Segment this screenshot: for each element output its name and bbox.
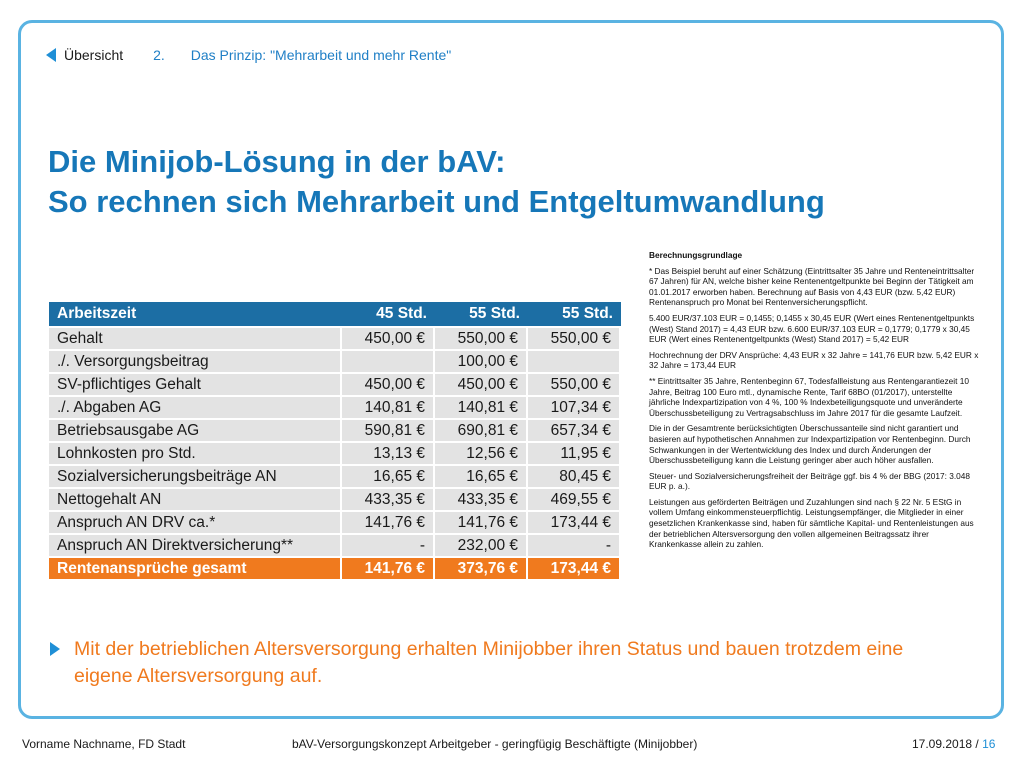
row-value: 16,65 €: [435, 466, 528, 487]
section-crumb: [153, 47, 451, 63]
row-label: Nettogehalt AN: [49, 489, 342, 510]
note-paragraph: ** Eintrittsalter 35 Jahre, Rentenbeginn 67, Todesfallleistung aus Rentengarantiezeit 10 Jahre, Beitrag 100 Euro mtl., dynamische Rente, Tarif 68BO (01/2017), unterstellte jährliche Indexpartizipation von 4 %, 100 % Indexbeteiligungsquote und unveränderte Überschussbeteiligung zu Vertragsabschluss im Jahre 2017 für die gesamte Laufzeit.: [649, 375, 969, 418]
row-label: Sozialversicherungsbeiträge AN: [49, 466, 342, 487]
row-value: 140,81 €: [435, 397, 528, 418]
key-message-text: Mit der betrieblichen Altersversorgung erhalten Minijobber ihren Status und bauen trotzdem eine eigene Altersversorgung auf.: [74, 638, 904, 687]
note-paragraph: Die in der Gesamtrente berücksichtigten Überschussanteile sind nicht garantiert und basieren auf hypothetischen Annahmen zur Indexpartizipation vor Rentenbeginn. Durch Schwankungen in der Wertentwicklung des Index und durch Änderungen der Überschussbeteiligung kann die Leistung geringer aber auch höher ausfallen.: [649, 423, 971, 466]
footer-date-page: [912, 737, 995, 751]
row-value: 107,34 €: [528, 397, 621, 418]
header-cell: 55 Std.: [435, 302, 528, 326]
note-paragraph: 5.400 EUR/37.103 EUR = 0,1455; 0,1455 x 30,45 EUR (Wert eines Rentenentgeltpunkts (West) Stand 2017) = 4,43 EUR bzw. 6.600 EUR/37.103 EUR = 0,1779; 0,1779 x 30,45 EUR (Wert eines Rentenentgeltpunkts (West) Stand 2017) = 5,42 EUR: [649, 312, 975, 345]
row-label: Anspruch AN DRV ca.*: [49, 512, 342, 533]
row-value: 141,76 €: [342, 512, 435, 533]
section-title: Das Prinzip: "Mehrarbeit und mehr Rente": [190, 47, 452, 63]
row-label: Betriebsausgabe AG: [49, 420, 342, 441]
row-value: [528, 351, 621, 372]
comparison-table: [49, 300, 621, 581]
row-value: 140,81 €: [342, 397, 435, 418]
footer-author: Vorname Nachname, FD Stadt: [22, 737, 186, 751]
table-header-row: [49, 302, 621, 326]
note-paragraph: Leistungen aus geförderten Beiträgen und Zuzahlungen sind nach § 22 Nr. 5 EStG in vollem Umfang einkommensteuerpflichtig. Leistungsempfänger, die Mitglieder in einer gesetzlichen Krankenkasse sind, haben für sämtliche Kapital- und Rentenleistungen aus der betrieblichen Altersversorgung den vollen allgemeinen Beitragssatz ihrer Krankenkasse allein zu zahlen.: [649, 496, 974, 550]
table-row: [49, 466, 621, 487]
calculation-notes: [649, 250, 979, 555]
row-value: 690,81 €: [435, 420, 528, 441]
title-line-1: Die Minijob-Lösung in der bAV:: [48, 144, 506, 179]
row-value: 590,81 €: [342, 420, 435, 441]
row-value: 550,00 €: [435, 328, 528, 349]
row-value: 100,00 €: [435, 351, 528, 372]
notes-heading: Berechnungsgrundlage: [649, 250, 743, 260]
note-paragraph: * Das Beispiel beruht auf einer Schätzung (Eintrittsalter 35 Jahre und Renteneintrittsalter 67 Jahren) für AN, welche bisher keine Rentenentgeltpunkte bei Beginn der Tätigkeit am 01.01.2017 erworben haben. Berechnung auf Basis von 4,43 EUR (bzw. 5,42 EUR) Rentenanspruch pro Monat bei Rentenversicherungspflicht.: [649, 265, 975, 308]
note-paragraph: Hochrechnung der DRV Ansprüche: 4,43 EUR x 32 Jahre = 141,76 EUR bzw. 5,42 EUR x 32 Jahre = 173,44 EUR: [649, 349, 979, 371]
row-value: 450,00 €: [342, 328, 435, 349]
breadcrumb: [46, 47, 451, 63]
overview-link[interactable]: Übersicht: [64, 47, 124, 63]
table-row: [49, 489, 621, 510]
row-value: 550,00 €: [528, 374, 621, 395]
row-label: Lohnkosten pro Std.: [49, 443, 342, 464]
row-value: 141,76 €: [435, 512, 528, 533]
table-row: [49, 535, 621, 556]
footer-date: 17.09.2018 /: [912, 737, 979, 751]
row-value: -: [342, 535, 435, 556]
row-value: 80,45 €: [528, 466, 621, 487]
header-cell: 45 Std.: [342, 302, 435, 326]
note-paragraph: Steuer- und Sozialversicherungsfreiheit der Beiträge ggf. bis 4 % der BBG (2017: 3.048 EUR p. a.).: [649, 470, 970, 492]
row-value: 450,00 €: [342, 374, 435, 395]
page-number: 16: [982, 737, 996, 751]
row-value: 469,55 €: [528, 489, 621, 510]
row-value: 232,00 €: [435, 535, 528, 556]
table-row: [49, 512, 621, 533]
row-value: 11,95 €: [528, 443, 621, 464]
row-value: 550,00 €: [528, 328, 621, 349]
triangle-right-icon: [50, 642, 60, 656]
row-value: 433,35 €: [435, 489, 528, 510]
row-value: [342, 351, 435, 372]
triangle-left-icon[interactable]: [46, 48, 56, 62]
row-label: Rentenansprüche gesamt: [49, 558, 342, 579]
table-row: [49, 443, 621, 464]
section-number: 2.: [153, 47, 165, 63]
row-value: -: [528, 535, 621, 556]
row-label: Anspruch AN Direktversicherung**: [49, 535, 342, 556]
row-value: 173,44 €: [528, 558, 621, 579]
row-value: 657,34 €: [528, 420, 621, 441]
title-line-2: So rechnen sich Mehrarbeit und Entgeltumwandlung: [48, 184, 825, 219]
row-value: 16,65 €: [342, 466, 435, 487]
table-row: [49, 397, 621, 418]
row-value: 373,76 €: [435, 558, 528, 579]
row-label: ./. Abgaben AG: [49, 397, 342, 418]
table-row: [49, 420, 621, 441]
table-row: [49, 374, 621, 395]
header-cell: 55 Std.: [528, 302, 621, 326]
row-label: Gehalt: [49, 328, 342, 349]
row-value: 141,76 €: [342, 558, 435, 579]
row-value: 433,35 €: [342, 489, 435, 510]
table-row: [49, 351, 621, 372]
table-total-row: [49, 558, 621, 579]
table-row: [49, 328, 621, 349]
page-title: [48, 142, 825, 222]
row-value: 450,00 €: [435, 374, 528, 395]
footer-title: bAV-Versorgungskonzept Arbeitgeber - geringfügig Beschäftigte (Minijobber): [292, 737, 698, 751]
header-cell: Arbeitszeit: [49, 302, 342, 326]
row-label: SV-pflichtiges Gehalt: [49, 374, 342, 395]
row-value: 173,44 €: [528, 512, 621, 533]
row-label: ./. Versorgungsbeitrag: [49, 351, 342, 372]
row-value: 12,56 €: [435, 443, 528, 464]
row-value: 13,13 €: [342, 443, 435, 464]
key-message: [50, 636, 950, 690]
